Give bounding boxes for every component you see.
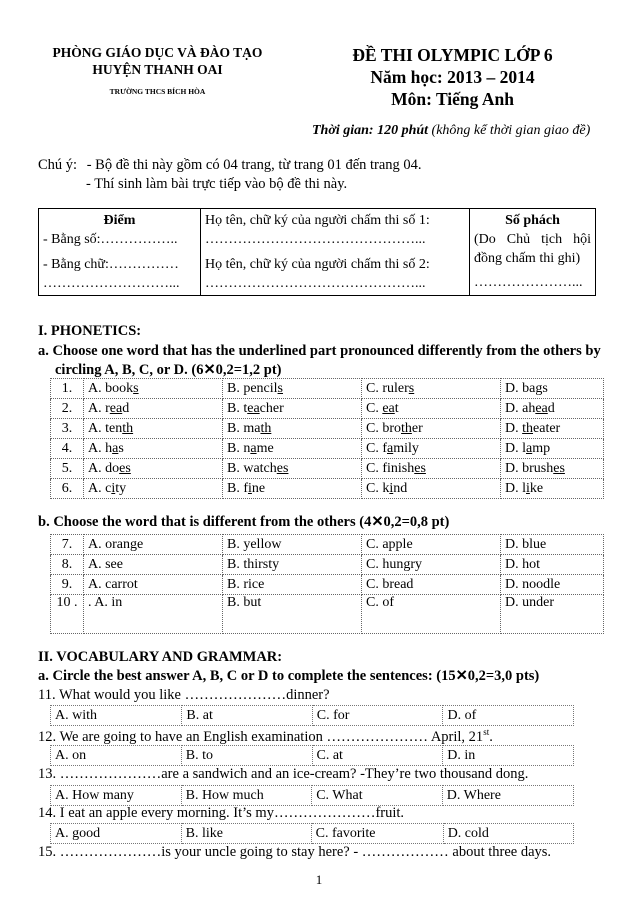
underlined-sound: ea — [382, 400, 395, 416]
question-number: 6. — [51, 479, 84, 499]
underlined-sound: a — [112, 440, 119, 456]
table-row — [51, 439, 604, 459]
answer-option-d: D. cold — [443, 824, 573, 844]
option-a: A. orange — [84, 535, 223, 555]
option-b-pre: B. watch — [227, 460, 277, 476]
question-number: 8. — [51, 555, 84, 575]
option-a-pre: A. ten — [88, 420, 123, 436]
notes — [38, 156, 422, 175]
option-a-pre: A. r — [88, 400, 110, 416]
option-d-post: s — [542, 380, 548, 396]
table-row — [51, 595, 604, 634]
scoring-table — [38, 208, 596, 296]
option-b: B. but — [223, 595, 362, 634]
underlined-sound: ea — [109, 400, 123, 416]
option-c — [362, 459, 501, 479]
option-a-pre: A. book — [88, 380, 134, 396]
option-c-pre: C. f — [366, 440, 387, 456]
time-allowed — [312, 123, 590, 139]
underlined-sound: i — [248, 480, 252, 496]
underlined-sound: i — [389, 480, 394, 496]
underlined-sound: ea — [247, 400, 260, 416]
option-d-post: d — [547, 400, 555, 416]
question-number: 3. — [51, 419, 84, 439]
option-b — [223, 439, 362, 459]
option-d-pre: D. l — [505, 440, 526, 456]
options-row — [51, 746, 574, 766]
answer-option-d: D. Where — [442, 786, 573, 806]
table-row — [51, 555, 604, 575]
option-d-post: eater — [533, 420, 561, 436]
option-d-pre: D. — [505, 420, 523, 436]
option-b-pre: B. n — [227, 440, 251, 456]
option-c-pre: C. bro — [366, 420, 401, 436]
table-row — [51, 535, 604, 555]
option-a-pre: A. c — [88, 480, 112, 496]
option-b-post: ne — [251, 480, 266, 496]
option-b — [223, 459, 362, 479]
option-d: D. noodle — [501, 575, 604, 595]
underlined-sound: i — [111, 480, 116, 496]
answer-option-c: C. for — [312, 706, 443, 726]
question-15: 15. …………………is your uncle going to stay here? - ……………… about three days. — [38, 844, 552, 860]
option-c — [362, 479, 501, 499]
underlined-sound: es — [119, 460, 131, 476]
underlined-sound: th — [401, 420, 412, 436]
option-a — [84, 459, 223, 479]
answer-option-b: B. How much — [181, 786, 312, 806]
question-13-options — [50, 785, 574, 806]
question-number: 5. — [51, 459, 84, 479]
question-13: 13. …………………are a sandwich and an ice-cream? -They’re two thousand dong. — [38, 766, 529, 782]
code-note: (Do Chủ tịch hội đồng chấm thi ghi) — [474, 232, 591, 266]
underlined-sound: s — [277, 380, 283, 396]
question-14-options — [50, 823, 574, 844]
question-12-end: . — [489, 728, 493, 745]
question-12-options — [50, 745, 574, 766]
option-b: B. yellow — [223, 535, 362, 555]
option-a — [84, 479, 223, 499]
option-b-pre: B. f — [227, 480, 248, 496]
answer-option-c: C. at — [312, 746, 443, 766]
score-number: - Bằng số:…………….. — [43, 232, 178, 247]
option-a-post: d — [122, 400, 130, 416]
option-d: D. under — [501, 595, 604, 634]
answer-option-b: B. at — [182, 706, 312, 726]
phonetics-b-table — [50, 534, 604, 634]
exam-title: ĐỀ THI OLYMPIC LỚP 6 — [352, 45, 553, 65]
option-a: A. see — [84, 555, 223, 575]
underlined-sound: es — [276, 460, 289, 476]
department-line-1: PHÒNG GIÁO DỤC VÀ ĐÀO TẠO — [52, 45, 263, 60]
option-d-pre: D. brush — [505, 460, 554, 476]
phonetics-part-b-instruction: b. Choose the word that is different from the others (4✕0,2=0,8 pt) — [38, 514, 450, 530]
option-c — [362, 379, 501, 399]
options-row — [51, 706, 574, 726]
option-d-pre: D. l — [505, 480, 526, 496]
underlined-sound: s — [133, 380, 139, 396]
option-c-pre: C. finish — [366, 460, 415, 476]
code-header: Số phách — [505, 213, 560, 228]
underlined-sound: a — [250, 440, 257, 456]
question-number: 4. — [51, 439, 84, 459]
option-c: C. bread — [362, 575, 501, 595]
table-row — [51, 379, 604, 399]
option-b — [223, 379, 362, 399]
answer-option-b: B. to — [181, 746, 312, 766]
option-d — [501, 419, 604, 439]
options-row — [51, 786, 574, 806]
option-d-pre: D. ah — [505, 400, 536, 416]
option-a — [84, 419, 223, 439]
option-d — [501, 399, 604, 419]
option-c: C. hungry — [362, 555, 501, 575]
answer-option-a: A. on — [51, 746, 182, 766]
option-a — [84, 439, 223, 459]
option-a-post: ty — [115, 480, 127, 496]
table-row — [51, 419, 604, 439]
option-c: C. of — [362, 595, 501, 634]
score-words-2: ………………………... — [43, 276, 180, 291]
table-row — [51, 459, 604, 479]
option-a — [84, 399, 223, 419]
option-d — [501, 379, 604, 399]
option-c-pre: C. ruler — [366, 380, 409, 396]
examiner-1-dots: ………………………………………... — [205, 232, 426, 247]
answer-option-a: A. How many — [51, 786, 182, 806]
underlined-sound: s — [408, 380, 415, 396]
answer-option-a: A. good — [51, 824, 182, 844]
option-b-pre: B. ma — [227, 420, 261, 436]
option-d: D. hot — [501, 555, 604, 575]
option-a: A. carrot — [84, 575, 223, 595]
vocab-heading: II. VOCABULARY AND GRAMMAR: — [38, 649, 283, 665]
examiner-2-dots: ………………………………………... — [205, 276, 426, 291]
option-d — [501, 459, 604, 479]
question-number: 2. — [51, 399, 84, 419]
table-row — [51, 479, 604, 499]
option-c-post: nd — [393, 480, 408, 496]
notes-line-1: - Bộ đề thi này gồm có 04 trang, từ trang 01 đến trang 04. — [86, 157, 422, 173]
code-cell — [470, 209, 596, 296]
option-c — [362, 439, 501, 459]
option-d-post: mp — [532, 440, 551, 456]
underlined-sound: g — [535, 380, 543, 396]
option-d-pre: D. ba — [505, 380, 536, 396]
option-a — [84, 379, 223, 399]
option-c — [362, 419, 501, 439]
option-a-pre: A. do — [88, 460, 120, 476]
question-11-options — [50, 705, 574, 726]
table-row — [51, 399, 604, 419]
score-words-1: - Bằng chữ:…………… — [43, 257, 179, 272]
question-number: 9. — [51, 575, 84, 595]
phonetics-part-a-instruction: a. Choose one word that has the underlined part pronounced differently from the others by circling A, B, C, or D. (6✕0,2=1,2 pt) — [38, 343, 601, 378]
option-d — [501, 479, 604, 499]
option-c: C. apple — [362, 535, 501, 555]
option-b: B. rice — [223, 575, 362, 595]
phonetics-a-table — [50, 378, 604, 499]
option-d: D. blue — [501, 535, 604, 555]
table-row — [51, 575, 604, 595]
option-b — [223, 399, 362, 419]
subject: Môn: Tiếng Anh — [391, 89, 514, 109]
exam-title-block — [310, 44, 595, 110]
underlined-sound: i — [526, 480, 530, 496]
question-number: 1. — [51, 379, 84, 399]
option-b: B. thirsty — [223, 555, 362, 575]
notes-line-2: - Thí sinh làm bài trực tiếp vào bộ đề thi này. — [86, 176, 348, 192]
vocab-part-a-instruction: a. Circle the best answer A, B, C or D to complete the sentences: (15✕0,2=3,0 pts) — [38, 668, 540, 684]
option-d — [501, 439, 604, 459]
school-year: Năm học: 2013 – 2014 — [370, 67, 535, 87]
examiner-2-label: Họ tên, chữ ký của người chấm thi số 2: — [205, 257, 430, 272]
department-line-2: HUYỆN THANH OAI — [92, 62, 223, 77]
underlined-sound: es — [553, 460, 565, 476]
time-note: (không kể thời gian giao đề) — [431, 123, 591, 138]
phonetics-heading: I. PHONETICS: — [38, 323, 142, 339]
answer-option-d: D. of — [443, 706, 574, 726]
option-c-post: er — [411, 420, 423, 436]
option-d-post: ke — [529, 480, 544, 496]
answer-option-a: A. with — [51, 706, 182, 726]
answer-option-c: C. What — [312, 786, 443, 806]
notes-label: Chú ý: — [38, 157, 78, 173]
options-row — [51, 824, 574, 844]
question-14: 14. I eat an apple every morning. It’s my…………………fruit. — [38, 805, 405, 821]
time-label: Thời gian: 120 phút — [312, 123, 429, 138]
answer-option-b: B. like — [181, 824, 311, 844]
answer-option-d: D. in — [443, 746, 574, 766]
answer-option-c: C. favorite — [311, 824, 443, 844]
option-b-pre: B. pencil — [227, 380, 278, 396]
option-c — [362, 399, 501, 419]
option-a-pre: A. h — [88, 440, 113, 456]
examiner-cell — [201, 209, 470, 296]
underlined-sound: es — [414, 460, 426, 476]
question-number: 10 . — [51, 595, 84, 634]
option-b — [223, 419, 362, 439]
question-11: 11. What would you like …………………dinner? — [38, 687, 330, 703]
underlined-sound: th — [522, 420, 534, 436]
page-number: 1 — [315, 872, 323, 887]
underlined-sound: th — [260, 420, 272, 436]
option-b-post: me — [256, 440, 274, 456]
department-name — [30, 44, 285, 78]
question-12 — [38, 727, 493, 746]
examiner-1-label: Họ tên, chữ ký của người chấm thi số 1: — [205, 213, 430, 228]
option-b-post: cher — [259, 400, 284, 416]
option-c-pre: C. k — [366, 480, 390, 496]
score-cell — [39, 209, 201, 296]
option-c-pre: C. — [366, 400, 383, 416]
underlined-sound: a — [526, 440, 533, 456]
underlined-sound: ea — [535, 400, 548, 416]
option-b — [223, 479, 362, 499]
question-number: 7. — [51, 535, 84, 555]
option-c-post: mily — [393, 440, 419, 456]
option-a: . A. in — [84, 595, 223, 634]
option-c-post: t — [394, 400, 399, 416]
school-name: TRƯỜNG THCS BÍCH HÒA — [109, 87, 206, 96]
question-12-superscript: st — [483, 727, 490, 737]
underlined-sound: a — [387, 440, 394, 456]
underlined-sound: th — [122, 420, 134, 436]
code-dots: …………………... — [474, 275, 583, 290]
score-header: Điểm — [103, 213, 136, 228]
option-a-post: s — [118, 440, 124, 456]
option-b-pre: B. t — [227, 400, 248, 416]
question-12-text: 12. We are going to have an English examination ………………… April, 21 — [38, 728, 484, 745]
